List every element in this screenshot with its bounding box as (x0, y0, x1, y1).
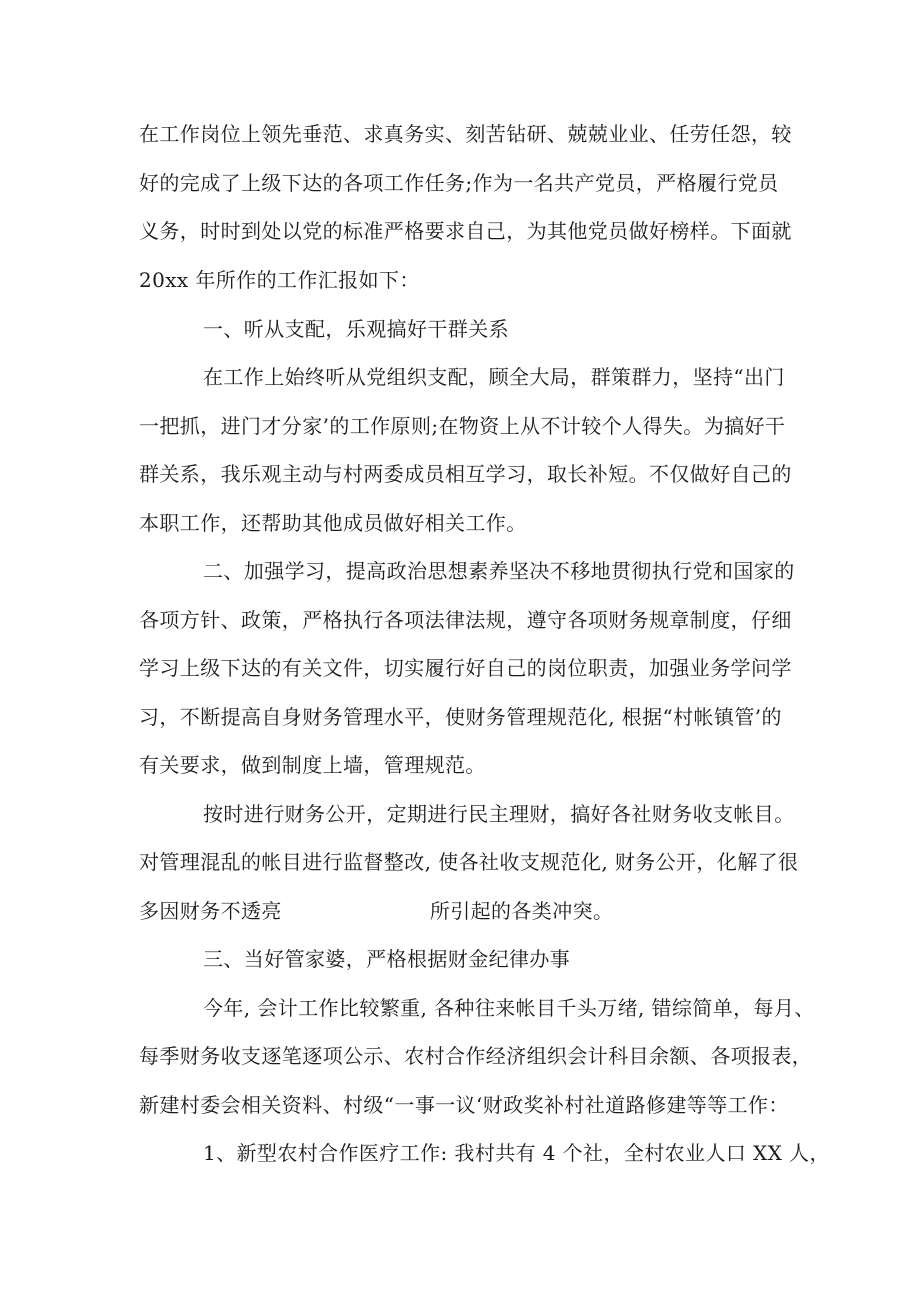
text-line: 每季财务收支逐笔逐项公示、农村合作经济组织会计科目余额、各项报表， (139, 1044, 813, 1068)
text-line: 学习上级下达的有关文件，切实履行好自己的岗位职责，加强业务学问学 (139, 656, 792, 680)
text-line: 群关系，我乐观主动与村两委成员相互学习，取长补短。不仅做好自己的 (139, 462, 792, 486)
text-line: 在工作岗位上领先垂范、求真务实、刻苦钻研、兢兢业业、任劳任怨，较 (139, 122, 792, 146)
text-line: 各项方针、政策，严格执行各项法律法规，遵守各项财务规章制度，仔细 (139, 608, 792, 632)
text-line: 在工作上始终听从党组织支配，顾全大局，群策群力，坚持“出门 (203, 365, 785, 389)
section-heading-3: 三、当好管家婆，严格根据财金纪律办事 (203, 947, 571, 971)
text-line: 义务，时时到处以党的标准严格要求自己，为其他党员做好榜样。下面就 (139, 219, 792, 243)
text-line: 习，不断提高自身财务管理水平，使财务管理规范化, 根据“村帐镇管’的 (139, 705, 782, 729)
text-fragment: 多因财务不透亮 (139, 899, 282, 923)
text-fragment: 所引起的各类冲突。 (429, 899, 614, 923)
section-heading-2: 二、加强学习，提高政治思想素养坚决不移地贯彻执行党和国家的 (203, 559, 795, 583)
text-line: 1、新型农村合作医疗工作: 我村共有 4 个社，全村农业人口 XX 人， (203, 1141, 830, 1165)
text-line: 本职工作，还帮助其他成员做好相关工作。 (139, 511, 527, 535)
text-line: 20xx 年所作的工作汇报如下： (139, 268, 420, 292)
text-line: 一把抓，进门才分家’的工作原则;在物资上从不计较个人得失。为搞好干 (139, 414, 786, 438)
text-line: 今年, 会计工作比较繁重, 各种往来帐目千头万绪, 错综简单，每月、 (203, 996, 815, 1020)
text-line: 对管理混乱的帐目进行监督整改, 使各社收支规范化, 财务公开，化解了很 (139, 850, 799, 874)
text-line: 按时进行财务公开，定期进行民主理财，搞好各社财务收支帐目。 (203, 802, 795, 826)
text-line: 新建村委会相关资料、村级“一事一议‘财政奖补村社道路修建等等工作： (139, 1093, 789, 1117)
section-heading-1: 一、听从支配，乐观搞好干群关系 (203, 317, 509, 341)
text-line (139, 897, 799, 925)
text-line: 好的完成了上级下达的各项工作任务;作为一名共产党员，严格履行党员 (139, 171, 779, 195)
text-line: 有关要求，做到制度上墙，管理规范。 (139, 753, 486, 777)
